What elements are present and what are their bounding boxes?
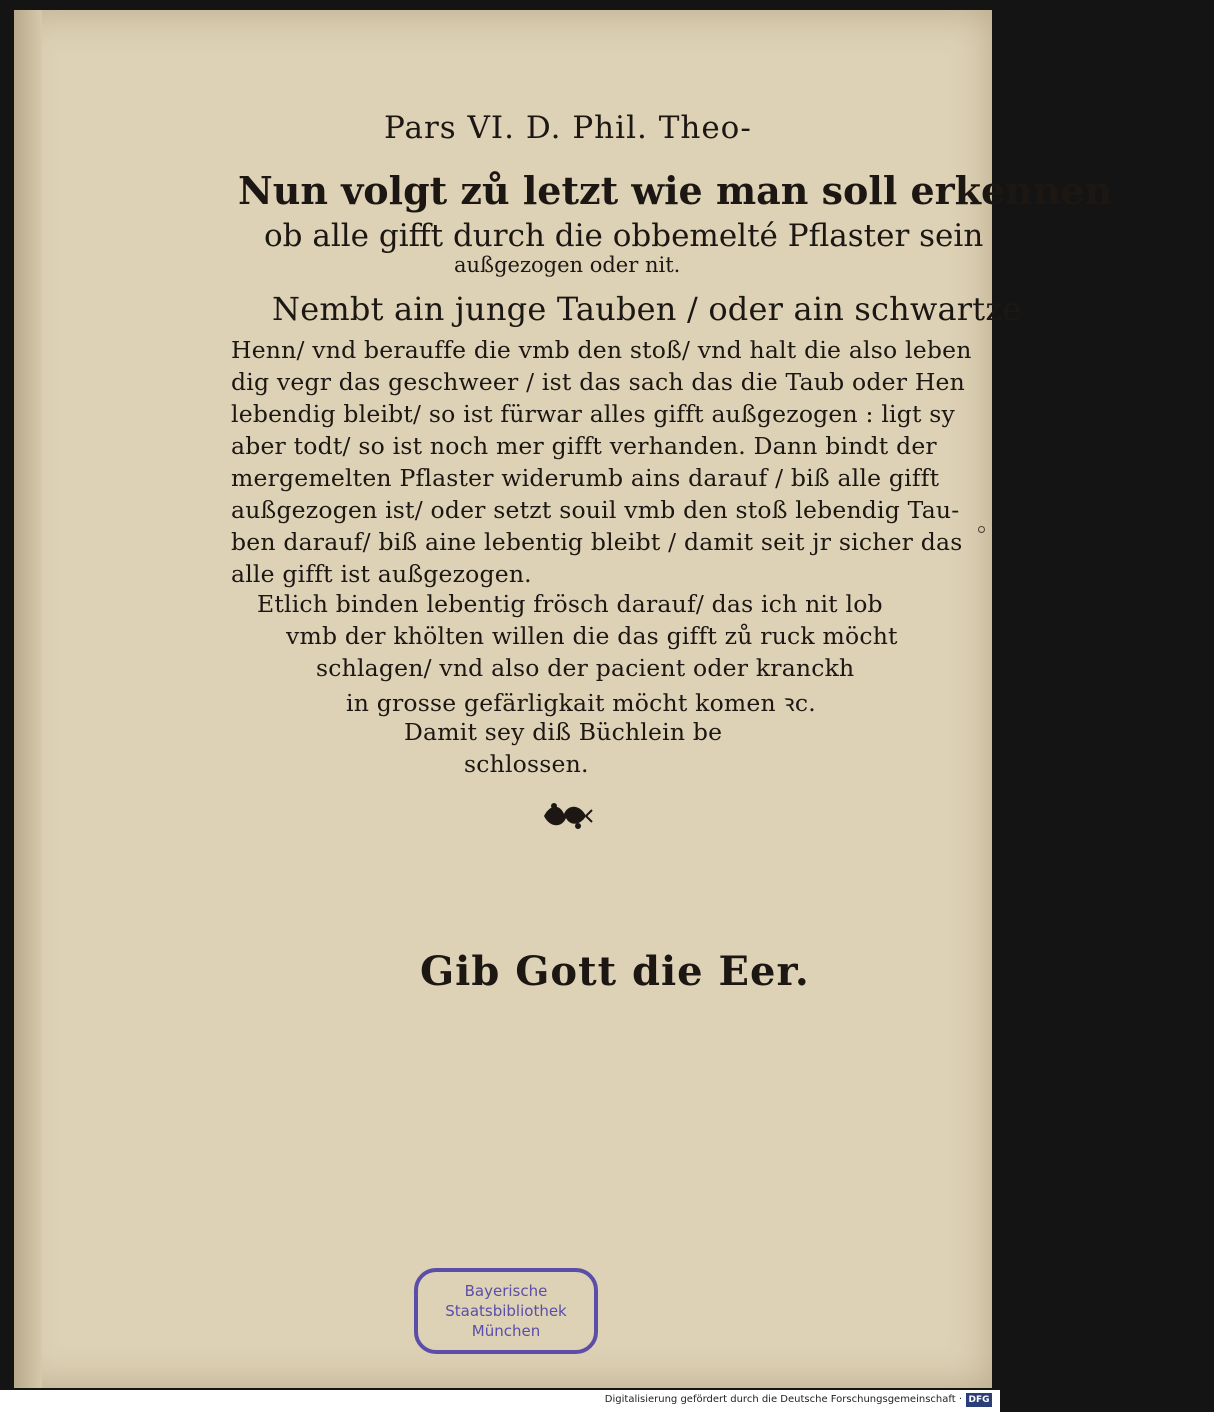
body-line: ben darauf/ biß aine lebentig bleibt / damit seit jr sicher das (231, 528, 963, 556)
body-line: mergemelten Pflaster widerumb ains darauf / biß alle gifft (231, 464, 940, 492)
page-edge (14, 10, 42, 1388)
running-head: Pars VI. D. Phil. Theo- (384, 110, 752, 146)
closing-phrase: Gib Gott die Eer. (420, 948, 810, 995)
body-line: Damit sey diß Büchlein be (404, 718, 723, 746)
body-line: alle gifft ist außgezogen. (231, 560, 532, 588)
title-line-3: außgezogen oder nit. (454, 253, 681, 277)
body-line: außgezogen ist/ oder setzt souil vmb den stoß lebendig Tau- (231, 496, 960, 524)
stamp-line-2: Staatsbibliothek (445, 1302, 567, 1320)
body-line: schlagen/ vnd also der pacient oder kranckh (316, 654, 855, 682)
body-line: aber todt/ so ist noch mer gifft verhanden. Dann bindt der (231, 432, 937, 460)
body-line: Henn/ vnd berauffe die vmb den stoß/ vnd halt die also leben (231, 336, 972, 364)
library-stamp (414, 1268, 598, 1354)
body-line: in grosse gefärligkait möcht komen ꝛc. (346, 689, 816, 717)
body-line: dig vegr das geschweer / ist das sach das die Taub oder Hen (231, 368, 965, 396)
dfg-logo-icon: DFG (966, 1393, 992, 1407)
stamp-line-1: Bayerische (464, 1282, 548, 1300)
scanned-page (14, 10, 1113, 1388)
body-line: vmb der khölten willen die das gifft zů ruck möcht (286, 622, 898, 650)
title-line-1: Nun volgt zů letzt wie man soll erkennen (238, 168, 1113, 213)
body-line: Etlich binden lebentig frösch darauf/ das ich nit lob (257, 590, 883, 618)
footer-bar (0, 1390, 1000, 1412)
margin-mark (978, 526, 985, 533)
body-line: lebendig bleibt/ so ist fürwar alles gifft außgezogen : ligt sy (231, 400, 956, 428)
footer-credit: Digitalisierung gefördert durch die Deutsche Forschungsgemeinschaft · (604, 1394, 962, 1405)
body-line: schlossen. (464, 750, 589, 778)
body-line: Nembt ain junge Tauben / oder ain schwartze (272, 290, 1022, 328)
fleuron-ornament (536, 796, 596, 836)
stamp-line-3: München (471, 1322, 541, 1340)
title-line-2: ob alle gifft durch die obbemelté Pflaster sein (264, 218, 984, 254)
